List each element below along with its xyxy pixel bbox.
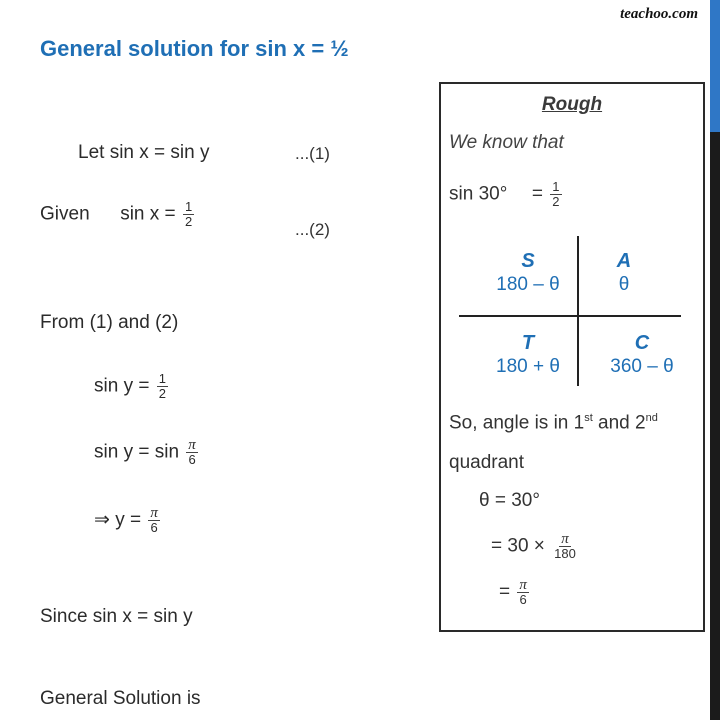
we-know-that: We know that [449,132,564,153]
conversion-line: = 30 × $\frac{\pi}{180}$ [491,531,576,561]
y-equals-pi-6: ⇒ y = $\frac{\pi}{6}$ [94,505,158,535]
quadrant-c-value: 360 – θ [610,356,674,377]
from-statement: From (1) and (2) [40,312,179,333]
page-title: General solution for sin x = ½ [40,36,349,61]
quadrant-word: quadrant [449,452,525,473]
fraction-pi-over-6: $\frac{\pi}{6}$ [150,505,158,535]
rough-work-box [439,82,705,632]
brand-logo: teachoo.com [620,6,698,22]
sin-y-half: sin y = $\frac{1}{2}$ [94,371,166,401]
given-label: Given [40,203,90,225]
general-solution-heading: General Solution is [40,688,201,709]
equation-ref-1: ...(1) [295,144,330,163]
angle-quadrant-statement: So, angle is in 1st and 2nd [449,412,658,434]
quadrant-a-label: A [616,250,632,272]
given-expression: sin x = [120,203,176,225]
sin-y-sin-pi-6: sin y = sin $\frac{\pi}{6}$ [94,437,196,467]
fraction-half: $\frac{1}{2}$ [184,199,193,229]
quadrant-horizontal-axis [459,315,681,317]
quadrant-a-value: θ [618,274,630,295]
given-statement [40,200,196,229]
theta-equals-30: θ = 30° [479,490,540,511]
quadrant-s-value: 180 – θ [496,274,560,295]
rough-title: Rough [541,94,603,115]
since-statement: Since sin x = sin y [40,606,193,627]
quadrant-s-label: S [521,250,535,272]
fraction-pi-over-6: $\frac{\pi}{6}$ [519,577,527,607]
quadrant-t-value: 180 + θ [496,356,560,377]
let-statement: Let sin x = sin y [78,142,210,163]
quadrant-t-label: T [521,332,535,354]
fraction-pi-over-180: $\frac{\pi}{180}$ [554,531,576,561]
fraction-pi-over-6: $\frac{\pi}{6}$ [188,437,196,467]
equation-ref-2: ...(2) [295,220,330,239]
fraction-half: $\frac{1}{2}$ [552,179,560,209]
sin-30-line: sin 30° = $\frac{1}{2}$ [449,179,560,209]
result-line: = $\frac{\pi}{6}$ [499,577,527,607]
quadrant-c-label: C [634,332,650,354]
scrollbar-thumb[interactable] [710,0,720,132]
fraction-half: $\frac{1}{2}$ [158,371,166,401]
